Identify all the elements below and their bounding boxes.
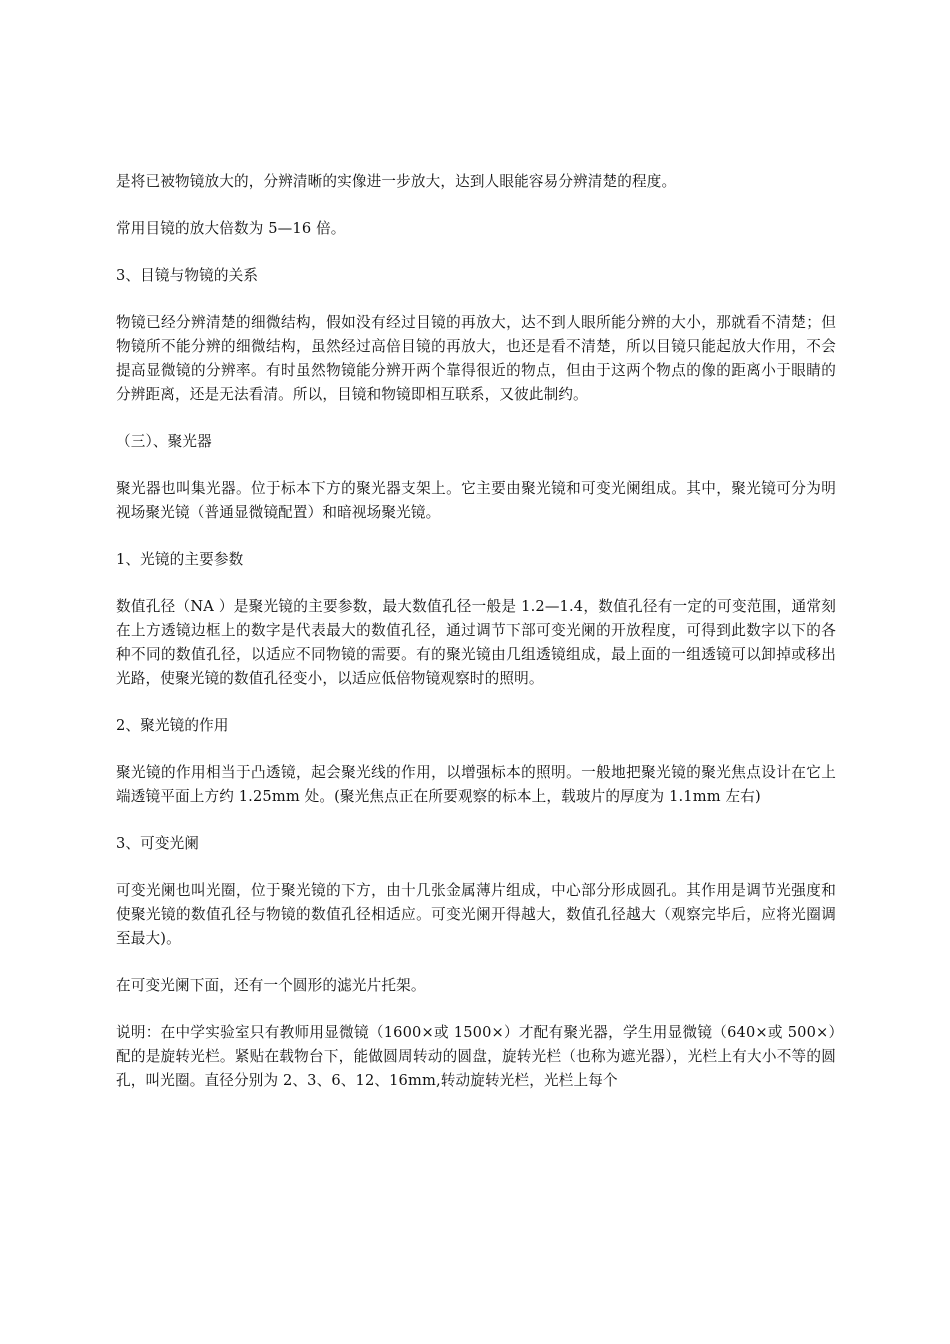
- paragraph-iris-diaphragm: 可变光阑也叫光圈，位于聚光镜的下方，由十几张金属薄片组成，中心部分形成圆孔。其作用是调节光强度和使聚光镜的数值孔径与物镜的数值孔径相适应。可变光阑开得越大，数值孔径越大（观察完毕后，应将光圈调至最大)。: [116, 882, 836, 947]
- document-body: [116, 170, 836, 1093]
- paragraph-numerical-aperture: 数值孔径（NA ）是聚光镜的主要参数，最大数值孔径一般是 1.2—1.4，数值孔径有一定的可变范围，通常刻在上方透镜边框上的数字是代表最大的数值孔径，通过调节下部可变光阑的开放程度，可得到此数字以下的各种不同的数值孔径，以适应不同物镜的需要。有的聚光镜由几组透镜组成，最上面的一组透镜可以卸掉或移出光路，使聚光镜的数值孔径变小，以适应低倍物镜观察时的照明。: [116, 598, 836, 687]
- paragraph-eyepiece-objective-relation: 物镜已经分辨清楚的细微结构，假如没有经过目镜的再放大，达不到人眼所能分辨的大小，那就看不清楚；但物镜所不能分辨的细微结构，虽然经过高倍目镜的再放大，也还是看不清楚，所以目镜只能起放大作用，不会提高显微镜的分辨率。有时虽然物镜能分辨开两个靠得很近的物点，但由于这两个物点的像的距离小于眼睛的分辨距离，还是无法看清。所以，目镜和物镜即相互联系，又彼此制约。: [116, 314, 836, 403]
- paragraph-condenser-intro: 聚光器也叫集光器。位于标本下方的聚光器支架上。它主要由聚光镜和可变光阑组成。其中，聚光镜可分为明视场聚光镜（普通显微镜配置）和暗视场聚光镜。: [116, 480, 836, 521]
- paragraph-eyepiece-function: 是将已被物镜放大的，分辨清晰的实像进一步放大，达到人眼能容易分辨清楚的程度。: [116, 173, 677, 190]
- heading-eyepiece-objective-relation: 3、目镜与物镜的关系: [116, 267, 259, 284]
- heading-iris-diaphragm: 3、可变光阑: [116, 835, 200, 852]
- paragraph-filter-holder: 在可变光阑下面，还有一个圆形的滤光片托架。: [116, 977, 426, 994]
- heading-main-parameters: 1、光镜的主要参数: [116, 551, 244, 568]
- paragraph-condenser-function: 聚光镜的作用相当于凸透镜，起会聚光线的作用，以增强标本的照明。一般地把聚光镜的聚光焦点设计在它上端透镜平面上方约 1.25mm 处。(聚光焦点正在所要观察的标本上，载玻片的厚度为 1.1mm 左右): [116, 764, 836, 805]
- heading-condenser-function: 2、聚光镜的作用: [116, 717, 229, 734]
- section-heading-condenser: （三）、聚光器: [116, 433, 212, 450]
- paragraph-eyepiece-magnification: 常用目镜的放大倍数为 5—16 倍。: [116, 220, 346, 237]
- paragraph-note: 说明：在中学实验室只有教师用显微镜（1600×或 1500×）才配有聚光器，学生用显微镜（640×或 500×）配的是旋转光栏。紧贴在载物台下，能做圆周转动的圆盘，旋转光栏（也称为遮光器），光栏上有大小不等的圆孔，叫光圈。直径分别为 2、3、6、12、16mm,转动旋转光栏，光栏上每个: [116, 1024, 836, 1089]
